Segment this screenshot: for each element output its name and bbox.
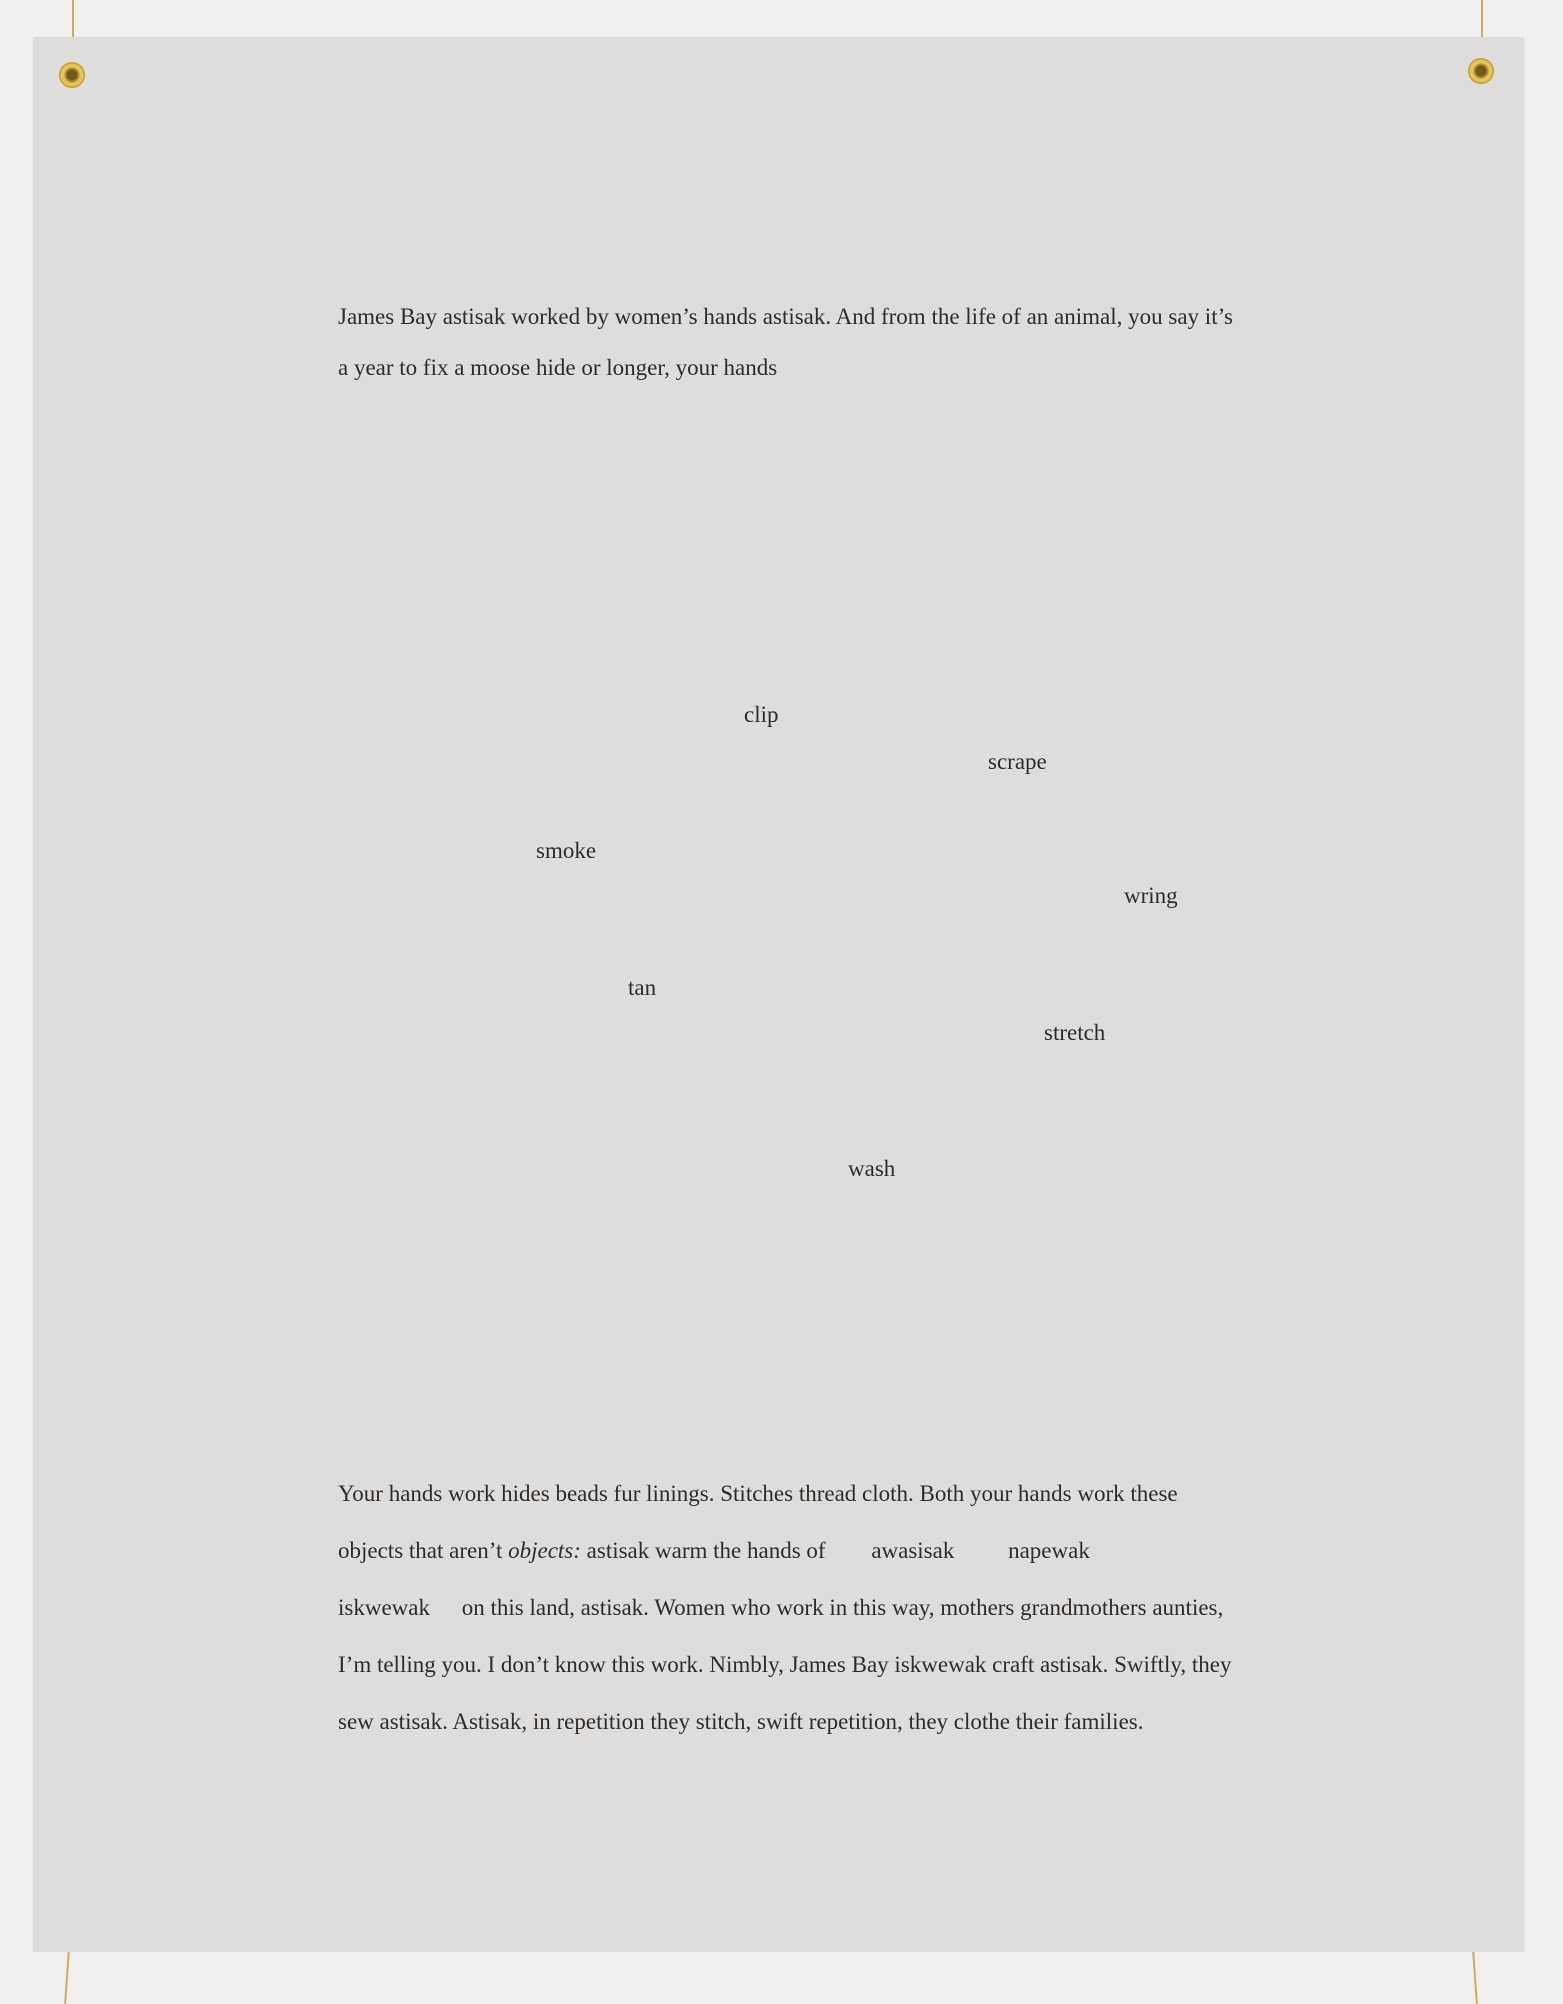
closing-line-3-rest: on this land, astisak. Women who work in this way, mothers grandmothers aunties, [461, 1595, 1224, 1620]
italic-objects: objects: [508, 1538, 581, 1563]
closing-line-4: I’m telling you. I don’t know this work. Nimbly, James Bay iskwewak craft astisak. Swiftly, they [338, 1652, 1232, 1677]
word-iskwewak: iskwewak [338, 1595, 430, 1620]
closing-line-1: Your hands work hides beads fur linings. Stitches thread cloth. Both your hands work these [338, 1481, 1178, 1506]
closing-line-2-middle: astisak warm the hands of [586, 1538, 826, 1563]
closing-line-5: sew astisak. Astisak, in repetition they stitch, swift repetition, they clothe their families. [338, 1709, 1144, 1734]
intro-paragraph [338, 291, 1338, 393]
intro-line-1: James Bay astisak worked by women’s hands astisak. And from the life of an animal, you say it’s [338, 304, 1233, 329]
word-stretch: stretch [1044, 1020, 1106, 1045]
word-awasisak: awasisak [871, 1538, 955, 1563]
word-clip: clip [744, 702, 779, 727]
word-napewak: napewak [1008, 1538, 1090, 1563]
word-wring: wring [1124, 883, 1178, 908]
word-wash: wash [848, 1156, 896, 1181]
word-scrape: scrape [988, 749, 1047, 774]
hanging-wire-bottom-right [1472, 1950, 1478, 2004]
word-tan: tan [628, 975, 657, 1000]
closing-line-3 [338, 1579, 1338, 1636]
grommet-top-left [59, 62, 85, 88]
paper-sheet [33, 37, 1524, 1952]
closing-line-2-start: objects that aren’t [338, 1538, 503, 1563]
intro-line-2: a year to fix a moose hide or longer, your hands [338, 355, 778, 380]
grommet-top-right [1468, 58, 1494, 84]
word-smoke: smoke [536, 838, 597, 863]
closing-paragraph [338, 1465, 1338, 1750]
closing-line-2 [338, 1522, 1338, 1579]
hanging-wire-bottom-left [64, 1950, 70, 2004]
